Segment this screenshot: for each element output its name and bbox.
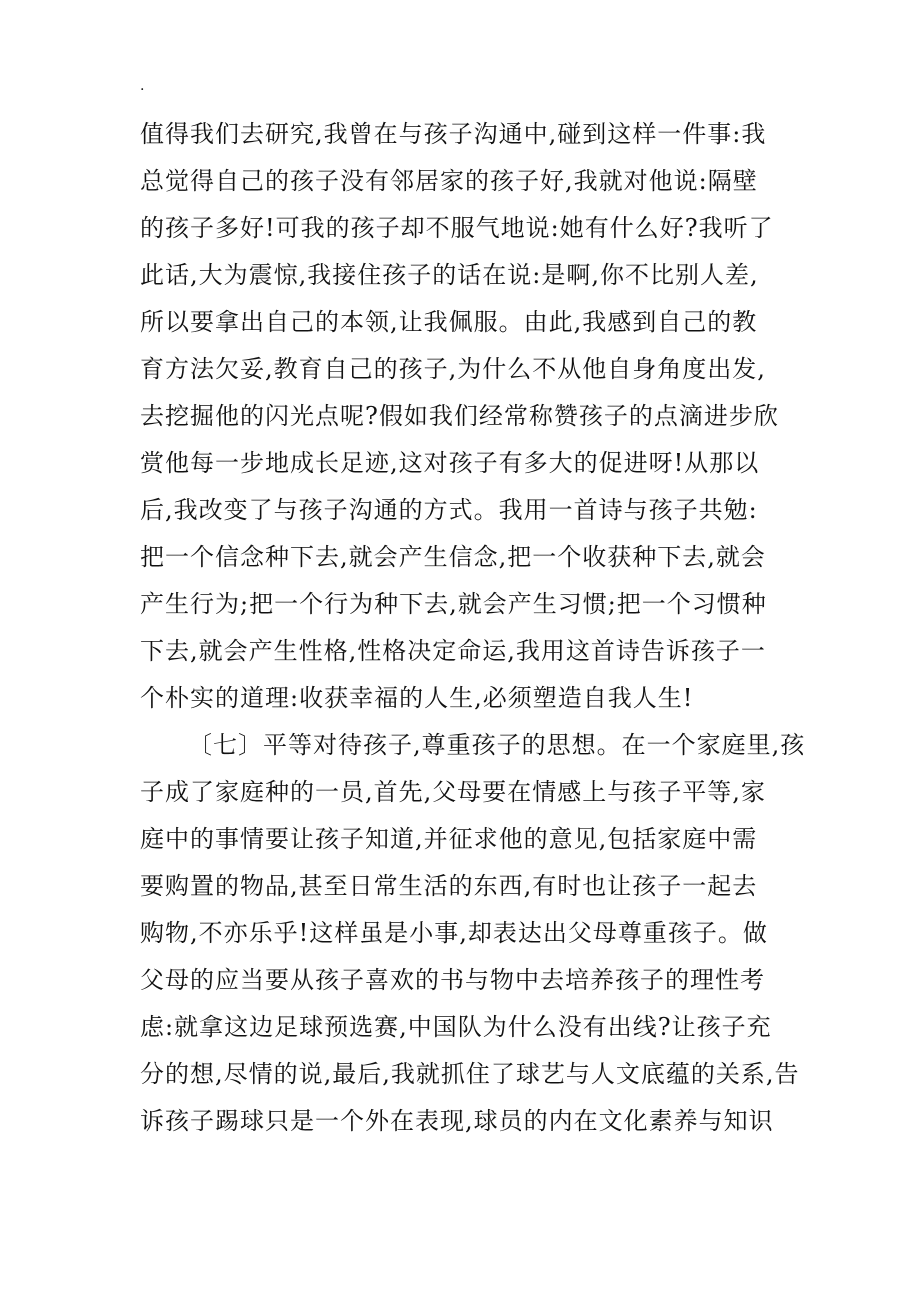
text-line: 诉孩子踢球只是一个外在表现,球员的内在文化素养与知识 bbox=[140, 1107, 774, 1135]
text-line: 庭中的事情要让孩子知道,并征求他的意见,包括家庭中需 bbox=[140, 825, 758, 853]
text-line: 购物,不亦乐乎!这样虽是小事,却表达出父母尊重孩子。做 bbox=[140, 919, 768, 947]
text-line: 去挖掘他的闪光点呢?假如我们经常称赞孩子的点滴进步欣 bbox=[140, 402, 779, 430]
text-line: 值得我们去研究,我曾在与孩子沟通中,碰到这样一件事:我 bbox=[140, 120, 767, 148]
text-line: 个朴实的道理:收获幸福的人生,必须塑造自我人生! bbox=[140, 684, 694, 712]
text-line: 把一个信念种下去,就会产生信念,把一个收获种下去,就会 bbox=[140, 543, 766, 571]
text-line: 的孩子多好!可我的孩子却不服气地说:她有什么好?我听了 bbox=[140, 214, 774, 242]
text-line: 育方法欠妥,教育自己的孩子,为什么不从他自身角度出发, bbox=[140, 355, 766, 383]
text-line: 产生行为;把一个行为种下去,就会产生习惯;把一个习惯种 bbox=[140, 590, 767, 618]
text-line: 子成了家庭种的一员,首先,父母要在情感上与孩子平等,家 bbox=[140, 778, 766, 806]
text-line: 要购置的物品,甚至日常生活的东西,有时也让孩子一起去 bbox=[140, 872, 758, 900]
section-heading-line: 〔七〕平等对待孩子,尊重孩子的思想。在一个家庭里,孩 bbox=[188, 731, 806, 759]
page-marker: . bbox=[140, 78, 145, 94]
text-line: 后,我改变了与孩子沟通的方式。我用一首诗与孩子共勉: bbox=[140, 496, 758, 524]
text-line: 虑:就拿这边足球预选赛,中国队为什么没有出线?让孩子充 bbox=[140, 1013, 772, 1041]
text-line: 下去,就会产生性格,性格决定命运,我用这首诗告诉孩子一 bbox=[140, 637, 766, 665]
text-line: 总觉得自己的孩子没有邻居家的孩子好,我就对他说:隔壁 bbox=[140, 167, 758, 195]
text-line: 所以要拿出自己的本领,让我佩服。由此,我感到自己的教 bbox=[140, 308, 758, 336]
text-line: 赏他每一步地成长足迹,这对孩子有多大的促进呀!从那以 bbox=[140, 449, 760, 477]
text-line: 此话,大为震惊,我接住孩子的话在说:是啊,你不比别人差, bbox=[140, 261, 759, 289]
text-line: 父母的应当要从孩子喜欢的书与物中去培养孩子的理性考 bbox=[140, 966, 765, 994]
text-line: 分的想,尽情的说,最后,我就抓住了球艺与人文底蕴的关系,告 bbox=[140, 1060, 800, 1088]
